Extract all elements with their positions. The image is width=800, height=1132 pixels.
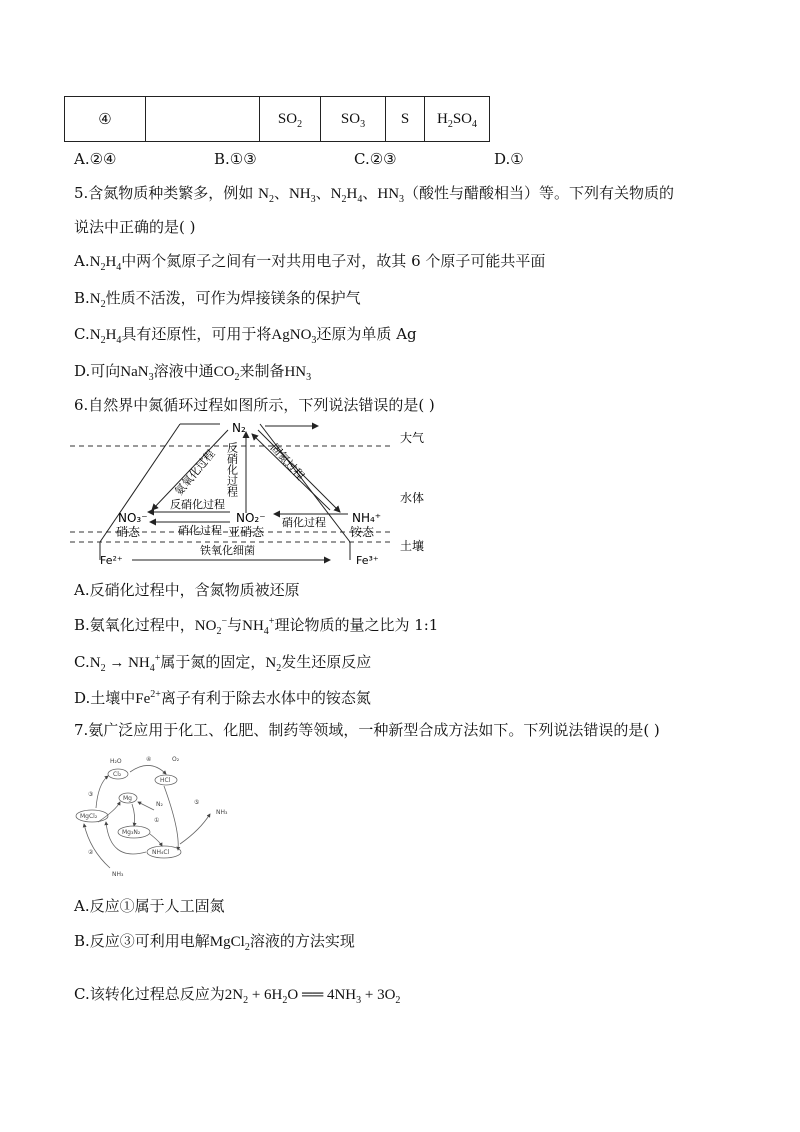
q5-stem-line-1: 5.含氮物质种类繁多，例如 $N_2$、$NH_3$、$N_2H_4$、$HN_3$（酸性与醋酸相当）等。下列有关物质的 [74, 184, 675, 205]
q7-option-c[interactable]: C.该转化过程总反应为$2N_2 + 6H_2O$ ══ $4NH_3 + 3O_2$ [74, 985, 401, 1006]
table-cell: S [386, 97, 425, 142]
step1-label: ① [154, 817, 160, 824]
fixation-label: 固氮过程 [267, 441, 307, 483]
step2-label: ② [88, 849, 94, 856]
q5-option-d[interactable]: D.可向NaN$_3$溶液中通$CO_2$来制备$HN_3$ [74, 362, 312, 383]
nh4-label: NH₄⁺ [352, 511, 382, 525]
hcl-label: HCl [160, 777, 171, 784]
ammonia-synthesis-diagram [70, 750, 240, 882]
table-cell: $SO_3$ [321, 97, 386, 142]
nitrogen-cycle-diagram [60, 418, 440, 570]
q5-stem-line-2: 说法中正确的是( ) [74, 218, 196, 236]
no3-name: 硝态 [116, 525, 141, 539]
q5-option-b[interactable]: $B.N_2$性质不活泼，可作为焊接镁条的保护气 [74, 289, 361, 310]
q7-option-b[interactable]: B.反应③可利用电解MgCl$_2$溶液的方法实现 [74, 932, 355, 953]
nitrification-left-label: 硝化过程 [178, 524, 222, 537]
n2-label: N₂ [156, 801, 163, 808]
step3-label: ③ [88, 791, 94, 798]
no3-label: NO₃⁻ [118, 511, 148, 525]
table-cell: ④ [65, 97, 146, 142]
vertical-process-label: 反硝化过程 [225, 442, 239, 497]
nh4cl-label: NH₄Cl [152, 849, 170, 856]
mg-label: Mg [123, 795, 132, 802]
o2-label: O₂ [172, 756, 180, 763]
iron-bacteria-label: 铁氧化细菌 [200, 544, 255, 557]
cl2-label: Cl₂ [113, 771, 122, 778]
answer-table [64, 96, 490, 142]
q4-option-a[interactable]: A.②④ [74, 150, 117, 168]
q6-option-b[interactable]: B.氨氧化过程中，$NO_2^-$与$NH_4^+$理论物质的量之比为 1:1 [74, 616, 439, 637]
nh4-name: 铵态 [350, 525, 375, 539]
q7-option-a[interactable]: A.反应①属于人工固氮 [74, 897, 225, 915]
nh3-right-label: NH₃ [216, 809, 228, 816]
q5-option-c[interactable]: $C.N_2H_4$具有还原性，可用于将AgNO$_3$还原为单质 Ag [74, 325, 417, 346]
q4-option-d[interactable]: D.① [494, 150, 524, 168]
step4-label: ④ [146, 756, 152, 763]
table-cell [146, 97, 260, 142]
mgcl2-label: MgCl₂ [80, 813, 98, 820]
air-label: 大气 [400, 431, 425, 445]
q5-option-a[interactable]: $A.N_2H_4$中两个氮原子之间有一对共用电子对，故其 6 个原子可能共平面 [74, 252, 546, 273]
fe2-label: Fe²⁺ [100, 554, 123, 567]
q4-option-c[interactable]: C.②③ [354, 150, 397, 168]
n2-label: N₂ [232, 421, 246, 435]
h2o-label: H₂O [110, 758, 122, 765]
water-label: 水体 [400, 491, 425, 505]
ammonia-oxidation-label: 氨氧化过程 [172, 447, 218, 498]
denitrification-label: 反硝化过程 [170, 498, 225, 511]
q6-option-c[interactable]: $C.N_2 \to NH_4^+$属于氮的固定，$N_2$发生还原反应 [74, 653, 372, 674]
fe3-label: Fe³⁺ [356, 554, 379, 567]
q4-option-b[interactable]: B.①③ [214, 150, 257, 168]
table-cell: $SO_2$ [260, 97, 321, 142]
soil-label: 土壤 [400, 539, 425, 553]
nh3-bottom-label: NH₃ [112, 871, 124, 878]
q6-option-d[interactable]: D.土壤中$Fe^{2+}$离子有利于除去水体中的铵态氮 [74, 689, 371, 707]
no2-label: NO₂⁻ [236, 511, 266, 525]
no2-name: 亚硝态 [228, 525, 265, 539]
table-cell: $H_2SO_4$ [425, 97, 490, 142]
q6-stem: 6.自然界中氮循环过程如图所示，下列说法错误的是( ) [74, 396, 435, 414]
mg3n2-label: Mg₃N₂ [122, 829, 141, 836]
q6-option-a[interactable]: A.反硝化过程中，含氮物质被还原 [74, 581, 300, 599]
q7-stem: 7.氨广泛应用于化工、化肥、制药等领域，一种新型合成方法如下。下列说法错误的是( ) [74, 721, 660, 739]
step5-label: ⑤ [194, 799, 200, 806]
nitrification-right-label: 硝化过程 [282, 516, 326, 529]
